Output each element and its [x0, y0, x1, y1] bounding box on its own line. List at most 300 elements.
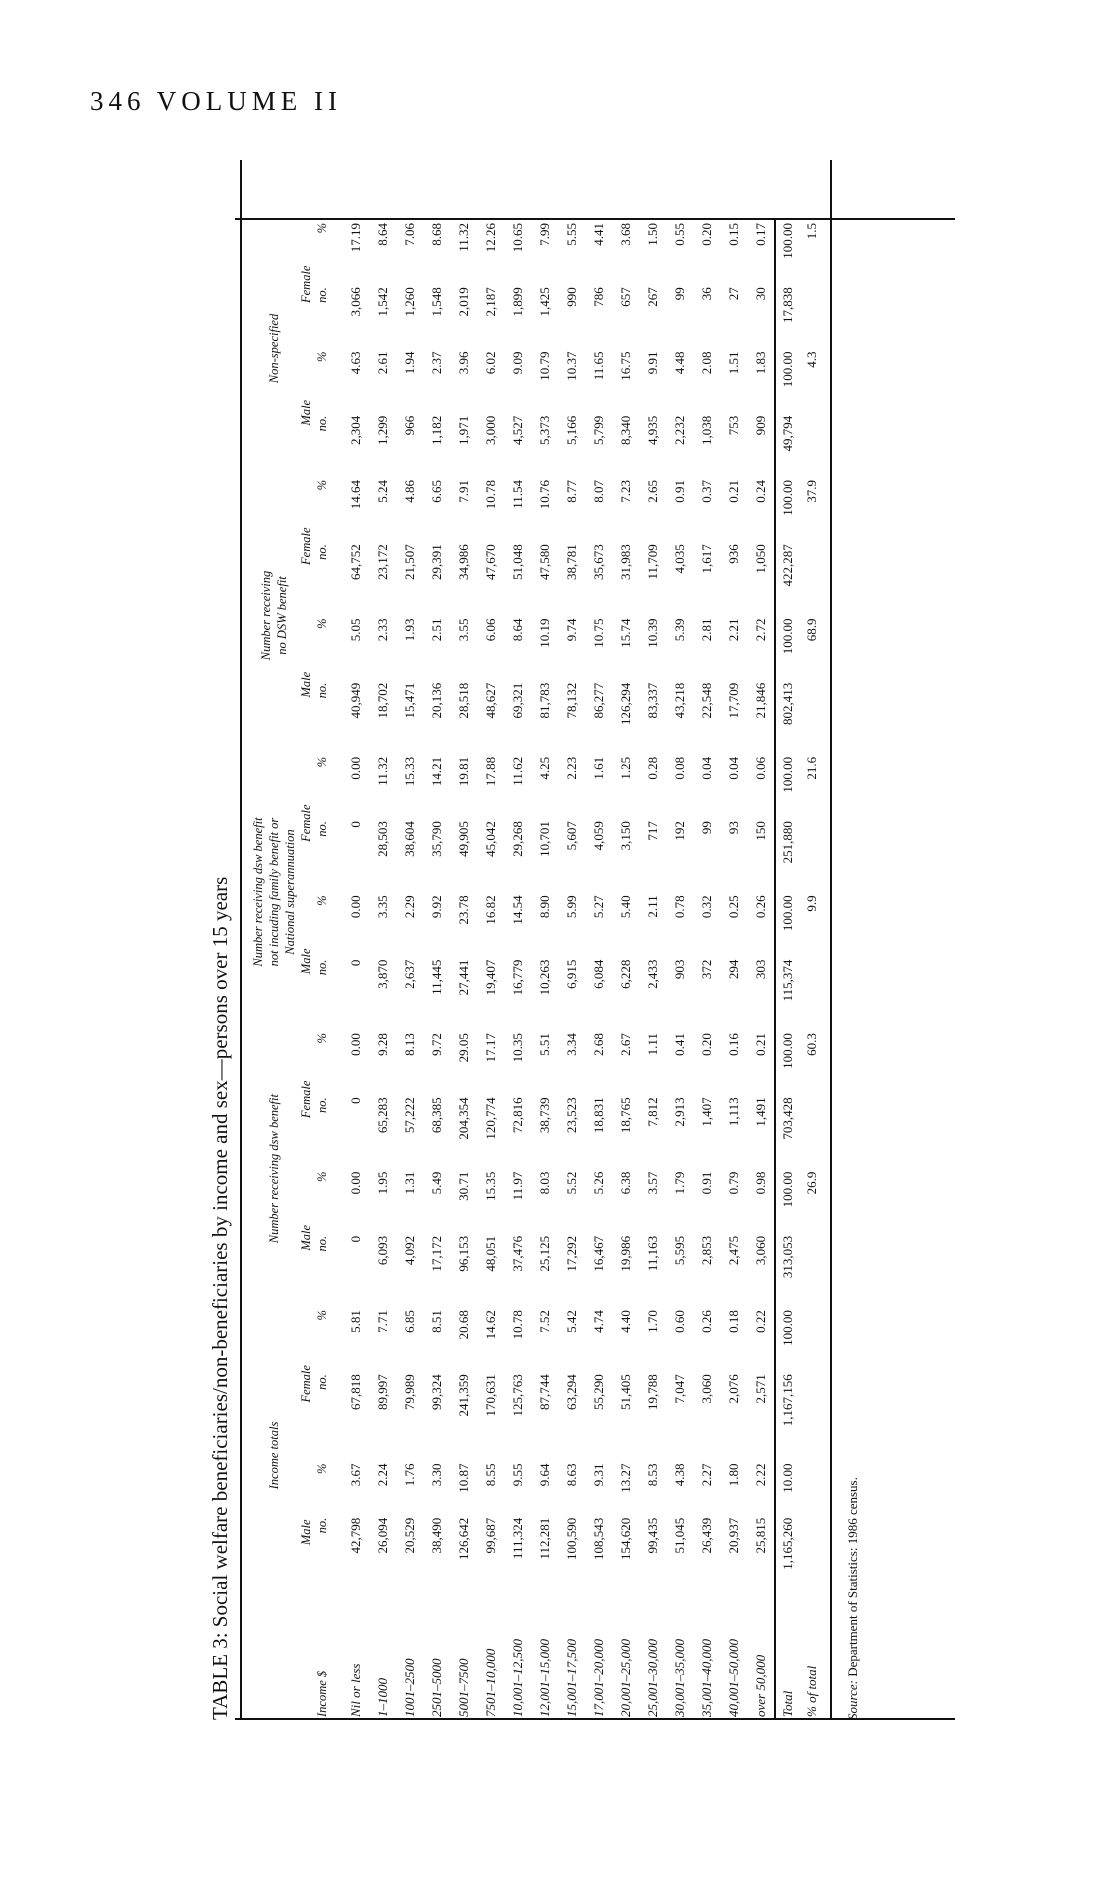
table-cell: 19,407: [483, 959, 498, 996]
table-cell: 6.85: [402, 1310, 417, 1333]
table-cell: 11,163: [645, 1235, 660, 1272]
row-label: 35,001–40,000: [699, 1639, 714, 1717]
table-cell: 7.52: [537, 1310, 552, 1333]
table-cell: 0.00: [348, 1033, 363, 1056]
table-cell: 7,812: [645, 1097, 660, 1127]
table-cell: 20,529: [402, 1517, 417, 1554]
table-cell: 17.88: [483, 756, 498, 787]
table-cell: 2.27: [699, 1463, 714, 1487]
count-header: no.: [315, 544, 329, 560]
table-cell: 31,983: [618, 544, 633, 580]
table-cell: 0.04: [726, 756, 741, 780]
table-cell: 2.29: [402, 895, 417, 919]
table-cell: 1.76: [402, 1463, 417, 1487]
table-cell: 204,354: [456, 1097, 471, 1140]
table-cell: 1.80: [726, 1463, 741, 1487]
table-cell: 1.25: [618, 756, 633, 780]
table-cell: 3.35: [375, 895, 390, 919]
table-cell: 267: [645, 287, 660, 307]
table-cell: 2.23: [564, 756, 579, 780]
table-cell: 303: [753, 959, 768, 980]
group-header-row: [250, 220, 298, 1720]
table-cell: 9.64: [537, 1463, 552, 1487]
table-cell: 17.19: [348, 223, 363, 253]
table-cell: 1.5: [804, 223, 819, 240]
table-cell: 38,604: [402, 821, 417, 857]
table-cell: 8.51: [429, 1310, 444, 1333]
row-label: 10,001–12,500: [510, 1639, 525, 1717]
table-cell: [800, 541, 824, 615]
table-cell: 28,503: [375, 821, 390, 857]
percent-header: %: [315, 1033, 329, 1044]
table-cell: 57,222: [402, 1097, 417, 1134]
table-cell: 3.68: [618, 223, 633, 246]
table-cell: 0.25: [726, 895, 741, 919]
table-cell: 4.63: [348, 351, 363, 375]
table-cell: 4.38: [672, 1463, 687, 1487]
table-cell: 78,132: [564, 682, 579, 719]
table-cell: [800, 1371, 824, 1460]
table-cell: 100.00: [775, 477, 800, 541]
female-header: Female: [299, 804, 313, 842]
table-cell: 2.22: [753, 1463, 768, 1487]
table-cell: 9.55: [510, 1463, 525, 1487]
table-cell: 28,518: [456, 682, 471, 719]
table-row: [639, 220, 666, 1720]
group-no-dsw: Number receiving no DSW benefit: [259, 570, 289, 661]
table-cell: 19,788: [645, 1374, 660, 1411]
table-cell: 5.55: [564, 223, 579, 246]
table-cell: 2,853: [699, 1235, 714, 1266]
table-cell: 17,838: [775, 284, 800, 348]
table-cell: 0.06: [753, 756, 768, 780]
count-header: no.: [315, 682, 329, 699]
table-cell: 717: [645, 821, 660, 841]
table-cell: 16,467: [591, 1235, 606, 1272]
table-cell: 99: [672, 287, 687, 301]
table-cell: 5.52: [564, 1171, 579, 1195]
table-cell: 909: [753, 415, 768, 436]
table-cell: 3.30: [429, 1463, 444, 1487]
table-cell: 45,042: [483, 821, 498, 857]
table-cell: 1,260: [402, 287, 417, 317]
table-cell: 241,359: [456, 1374, 471, 1417]
row-label: 20,001–25,000: [618, 1639, 633, 1717]
table-cell: 1,038: [699, 415, 714, 445]
table-cell: 120,774: [483, 1097, 498, 1140]
table-cell: 11.54: [510, 479, 525, 509]
table-cell: 16.75: [618, 351, 633, 381]
table-cell: 11.62: [510, 756, 525, 786]
table-cell: 5.51: [537, 1033, 552, 1056]
welfare-table: [250, 220, 824, 1720]
table-cell: 26.9: [804, 1171, 819, 1195]
table-cell: 0: [348, 821, 363, 828]
percent-header: %: [315, 618, 329, 629]
table-cell: 100.00: [775, 754, 800, 818]
table-cell: 5.05: [348, 618, 363, 642]
table-cell: 1.50: [645, 223, 660, 246]
table-cell: 372: [699, 959, 714, 980]
table-cell: 64,752: [348, 544, 363, 580]
table-cell: 100.00: [775, 1307, 800, 1371]
table-cell: 12.26: [483, 223, 498, 253]
table-cell: 1,617: [699, 544, 714, 574]
table-row: [423, 220, 450, 1720]
table-row: [585, 220, 612, 1720]
table-cell: 7.91: [456, 479, 471, 503]
table-cell: 87,744: [537, 1374, 552, 1411]
table-cell: 0.32: [699, 895, 714, 919]
table-cell: 14.64: [348, 479, 363, 510]
table-cell: 100,590: [564, 1517, 579, 1561]
table-cell: 29,391: [429, 544, 444, 580]
table-cell: 126,294: [618, 682, 633, 725]
table-cell: 38,739: [537, 1097, 552, 1134]
table-cell: 25,125: [537, 1235, 552, 1272]
table-cell: 422,287: [775, 541, 800, 615]
row-label: Nil or less: [348, 1663, 363, 1717]
count-header: no.: [315, 287, 329, 303]
table-cell: 8.63: [564, 1463, 579, 1487]
table-cell: 67,818: [348, 1374, 363, 1411]
table-row: [531, 220, 558, 1720]
table-cell: 6.06: [483, 618, 498, 642]
sex-header-row: [298, 220, 314, 1720]
male-header: Male: [299, 948, 313, 975]
table-cell: 47,670: [483, 544, 498, 580]
table-cell: 1.51: [726, 351, 741, 375]
table-cell: 4.40: [618, 1310, 633, 1333]
unit-header-row: [314, 220, 336, 1720]
table-cell: 0.28: [645, 756, 660, 780]
male-header: Male: [299, 399, 313, 426]
table-cell: 5.26: [591, 1171, 606, 1195]
table-cell: 42,798: [348, 1517, 363, 1554]
row-label: 25,001–30,000: [645, 1639, 660, 1717]
row-label: 5001–7500: [456, 1658, 471, 1717]
table-cell: 2,187: [483, 287, 498, 317]
percent-header: %: [315, 756, 329, 768]
table-cell: 7.71: [375, 1310, 390, 1333]
table-cell: 2,571: [753, 1374, 768, 1404]
percent-header: %: [315, 223, 329, 234]
table-cell: 2.72: [753, 618, 768, 642]
count-header: no.: [315, 1235, 329, 1252]
table-cell: 5,166: [564, 415, 579, 445]
table-cell: 0.21: [726, 479, 741, 503]
row-label: 7501–10,000: [483, 1648, 498, 1717]
table-row: [369, 220, 396, 1720]
table-cell: 14.21: [429, 756, 444, 787]
row-label: Total: [775, 1604, 800, 1720]
table-cell: 6.02: [483, 351, 498, 375]
female-header: Female: [299, 1365, 313, 1403]
table-cell: 99,435: [645, 1517, 660, 1554]
table-cell: 4.48: [672, 351, 687, 375]
table-cell: 60.3: [804, 1033, 819, 1056]
table-cell: 35,790: [429, 821, 444, 857]
count-header: no.: [315, 821, 329, 837]
row-label: 40,001–50,000: [726, 1639, 741, 1717]
table-cell: 10.35: [510, 1033, 525, 1063]
table-cell: 34,986: [456, 544, 471, 580]
table-cell: 0.78: [672, 895, 687, 919]
table-cell: 14.62: [483, 1310, 498, 1340]
table-cell: 1,899: [510, 287, 525, 317]
table-cell: 4,527: [510, 415, 525, 445]
table-cell: 29,268: [510, 821, 525, 857]
row-label: 1–1000: [375, 1678, 390, 1717]
table-cell: 1.79: [672, 1171, 687, 1195]
table-cell: 192: [672, 821, 687, 841]
table-cell: 990: [564, 287, 579, 307]
percent-header: %: [315, 1310, 329, 1321]
table-cell: [800, 957, 824, 1031]
table-cell: 0.41: [672, 1033, 687, 1056]
table-cell: 16,779: [510, 959, 525, 996]
table-cell: 10.39: [645, 618, 660, 648]
table-cell: 1,971: [456, 415, 471, 445]
table-cell: 86,277: [591, 682, 606, 719]
table-cell: 2.21: [726, 618, 741, 642]
table-cell: 936: [726, 544, 741, 564]
table-cell: 100.00: [775, 349, 800, 413]
male-header: Male: [299, 1224, 313, 1251]
table-cell: 2.67: [618, 1033, 633, 1056]
table-cell: 9.28: [375, 1033, 390, 1056]
table-cell: 8.55: [483, 1463, 498, 1487]
table-cell: 4.86: [402, 479, 417, 503]
table-cell: 4,092: [402, 1235, 417, 1266]
table-cell: 10.65: [510, 223, 525, 253]
table-cell: 5.40: [618, 895, 633, 919]
table-cell: 903: [672, 959, 687, 980]
table-cell: 111,324: [510, 1517, 525, 1560]
table-cell: 2,433: [645, 959, 660, 989]
table-cell: 1,491: [753, 1097, 768, 1127]
table-cell: 5.99: [564, 895, 579, 919]
table-cell: 5,607: [564, 821, 579, 851]
table-cell: 51,405: [618, 1374, 633, 1411]
table-cell: 1.83: [753, 351, 768, 375]
table-cell: 9.31: [591, 1463, 606, 1487]
top-rule: [240, 160, 242, 1720]
table-cell: 15,471: [402, 682, 417, 719]
table-cell: 0.00: [348, 895, 363, 919]
table-cell: 81,783: [537, 682, 552, 719]
table-cell: 8.13: [402, 1033, 417, 1056]
table-cell: 5,373: [537, 415, 552, 445]
table-cell: 0.79: [726, 1171, 741, 1195]
table-cell: [800, 413, 824, 477]
table-cell: 125,763: [510, 1374, 525, 1417]
table-cell: 48,627: [483, 682, 498, 719]
group-non-specified: Non-specified: [267, 313, 281, 384]
table-cell: 2,019: [456, 287, 471, 317]
table-cell: 1.93: [402, 618, 417, 642]
table-cell: 1,299: [375, 415, 390, 445]
table-cell: 13.27: [618, 1463, 633, 1493]
table-cell: 4,035: [672, 544, 687, 574]
table-cell: 1.70: [645, 1310, 660, 1333]
table-cell: 18,765: [618, 1097, 633, 1134]
table-cell: 3,150: [618, 821, 633, 851]
table-cell: 3,060: [753, 1235, 768, 1266]
table-cell: 20,937: [726, 1517, 741, 1554]
table-cell: 30.71: [456, 1171, 471, 1201]
table-cell: 0.15: [726, 223, 741, 246]
row-label: 17,001–20,000: [591, 1639, 606, 1717]
table-cell: 8.07: [591, 479, 606, 503]
table-cell: 2.51: [429, 618, 444, 642]
table-cell: 30: [753, 287, 768, 301]
table-cell: 79,989: [402, 1374, 417, 1411]
table-cell: 1,407: [699, 1097, 714, 1127]
table-row: [693, 220, 720, 1720]
table-cell: 3,870: [375, 959, 390, 989]
table-cell: 19,986: [618, 1235, 633, 1272]
table-cell: 15.33: [402, 756, 417, 787]
table-cell: 0.91: [699, 1171, 714, 1195]
table-cell: 0.91: [672, 479, 687, 503]
table-cell: 2,232: [672, 415, 687, 445]
table-cell: 29.05: [456, 1033, 471, 1063]
table-cell: 36: [699, 287, 714, 301]
group-income-totals: Income totals: [267, 1421, 281, 1490]
table-cell: 5,799: [591, 415, 606, 445]
table-cell: 100.00: [775, 892, 800, 956]
table-cell: 154,620: [618, 1517, 633, 1561]
table-cell: 17,172: [429, 1235, 444, 1272]
table-row: [720, 220, 747, 1720]
table-cell: 126,642: [456, 1517, 471, 1561]
table-cell: 5.81: [348, 1310, 363, 1333]
table-cell: 9.72: [429, 1033, 444, 1056]
table-cell: 49,905: [456, 821, 471, 857]
table-cell: 27,441: [456, 959, 471, 996]
table-cell: 25,815: [753, 1517, 768, 1554]
table-cell: 3,066: [348, 287, 363, 317]
table-cell: 65,283: [375, 1097, 390, 1134]
table-cell: 2.68: [591, 1033, 606, 1056]
table-cell: 11,709: [645, 544, 660, 580]
table-cell: 6.65: [429, 479, 444, 503]
table-cell: 21,507: [402, 544, 417, 580]
table-cell: 55,290: [591, 1374, 606, 1411]
table-cell: 4,059: [591, 821, 606, 851]
table-cell: 5.39: [672, 618, 687, 642]
table-row: [450, 220, 477, 1720]
table-row: [504, 220, 531, 1720]
table-cell: 11,445: [429, 959, 444, 995]
table-cell: 0.22: [753, 1310, 768, 1333]
table-cell: 108,543: [591, 1517, 606, 1561]
table-cell: 1.11: [645, 1033, 660, 1056]
table-cell: 68,385: [429, 1097, 444, 1134]
table-cell: 2.11: [645, 895, 660, 918]
table-cell: 7.23: [618, 479, 633, 503]
total-row: [775, 220, 800, 1720]
table-cell: 20,136: [429, 682, 444, 719]
percent-header: %: [315, 895, 329, 906]
table-cell: [800, 1461, 824, 1515]
table-cell: 14.54: [510, 895, 525, 925]
table-cell: 2,076: [726, 1374, 741, 1404]
table-cell: 2.24: [375, 1463, 390, 1487]
female-header: Female: [299, 265, 313, 303]
table-cell: 0.26: [699, 1310, 714, 1333]
table-cell: 251,880: [775, 818, 800, 892]
table-cell: 0.16: [726, 1033, 741, 1056]
row-label: over 50,000: [753, 1654, 768, 1717]
table-cell: 2.81: [699, 618, 714, 642]
table-cell: 2,475: [726, 1235, 741, 1266]
count-header: no.: [315, 415, 329, 432]
table-cell: 1,050: [753, 544, 768, 574]
table-cell: 10.19: [537, 618, 552, 648]
table-cell: 15.35: [483, 1171, 498, 1201]
table-cell: 51,045: [672, 1517, 687, 1554]
table-cell: 6,084: [591, 959, 606, 989]
table-cell: [800, 1233, 824, 1307]
table-cell: 72,816: [510, 1097, 525, 1134]
table-cell: 17,709: [726, 682, 741, 719]
table-cell: 5.42: [564, 1310, 579, 1333]
table-cell: 4,935: [645, 415, 660, 445]
table-cell: 23.78: [456, 895, 471, 925]
table-cell: 18,702: [375, 682, 390, 719]
table-cell: 43,218: [672, 682, 687, 719]
table-cell: 10.78: [510, 1310, 525, 1340]
table-cell: 0.00: [348, 1171, 363, 1195]
table-cell: 18,831: [591, 1097, 606, 1134]
table-cell: [800, 1515, 824, 1604]
table-cell: 11.32: [456, 223, 471, 252]
table-cell: 753: [726, 415, 741, 436]
table-cell: 0.08: [672, 756, 687, 780]
table-cell: 19.81: [456, 756, 471, 787]
table-row: [396, 220, 423, 1720]
group-dsw-excl-family: Number receiving dsw benefit not incuding family benefit or National superannuation: [251, 817, 297, 967]
rotated-table-page: [190, 160, 950, 1720]
table-cell: 2.65: [645, 479, 660, 503]
table-cell: 48,051: [483, 1235, 498, 1272]
table-cell: 49,794: [775, 413, 800, 477]
table-cell: 786: [591, 287, 606, 307]
row-label: 12,001–15,000: [537, 1639, 552, 1717]
table-cell: 47,580: [537, 544, 552, 580]
table-cell: 8.90: [537, 895, 552, 919]
bottom-rule: [830, 160, 832, 1720]
table-cell: 0: [348, 1097, 363, 1104]
female-header: Female: [299, 527, 313, 565]
row-label: 2501–5000: [429, 1658, 444, 1717]
percent-header: %: [315, 351, 329, 362]
table-cell: 38,490: [429, 1517, 444, 1554]
table-cell: 89,997: [375, 1374, 390, 1411]
table-cell: 7.99: [537, 223, 552, 246]
table-cell: 11.32: [375, 756, 390, 786]
table-cell: 3.57: [645, 1171, 660, 1195]
table-cell: 6.38: [618, 1171, 633, 1195]
table-cell: 99,324: [429, 1374, 444, 1411]
table-cell: 0.18: [726, 1310, 741, 1333]
page-header: 346 VOLUME II: [90, 86, 342, 116]
table-cell: 6,093: [375, 1235, 390, 1266]
table-cell: [800, 818, 824, 892]
table-cell: 27: [726, 287, 741, 301]
